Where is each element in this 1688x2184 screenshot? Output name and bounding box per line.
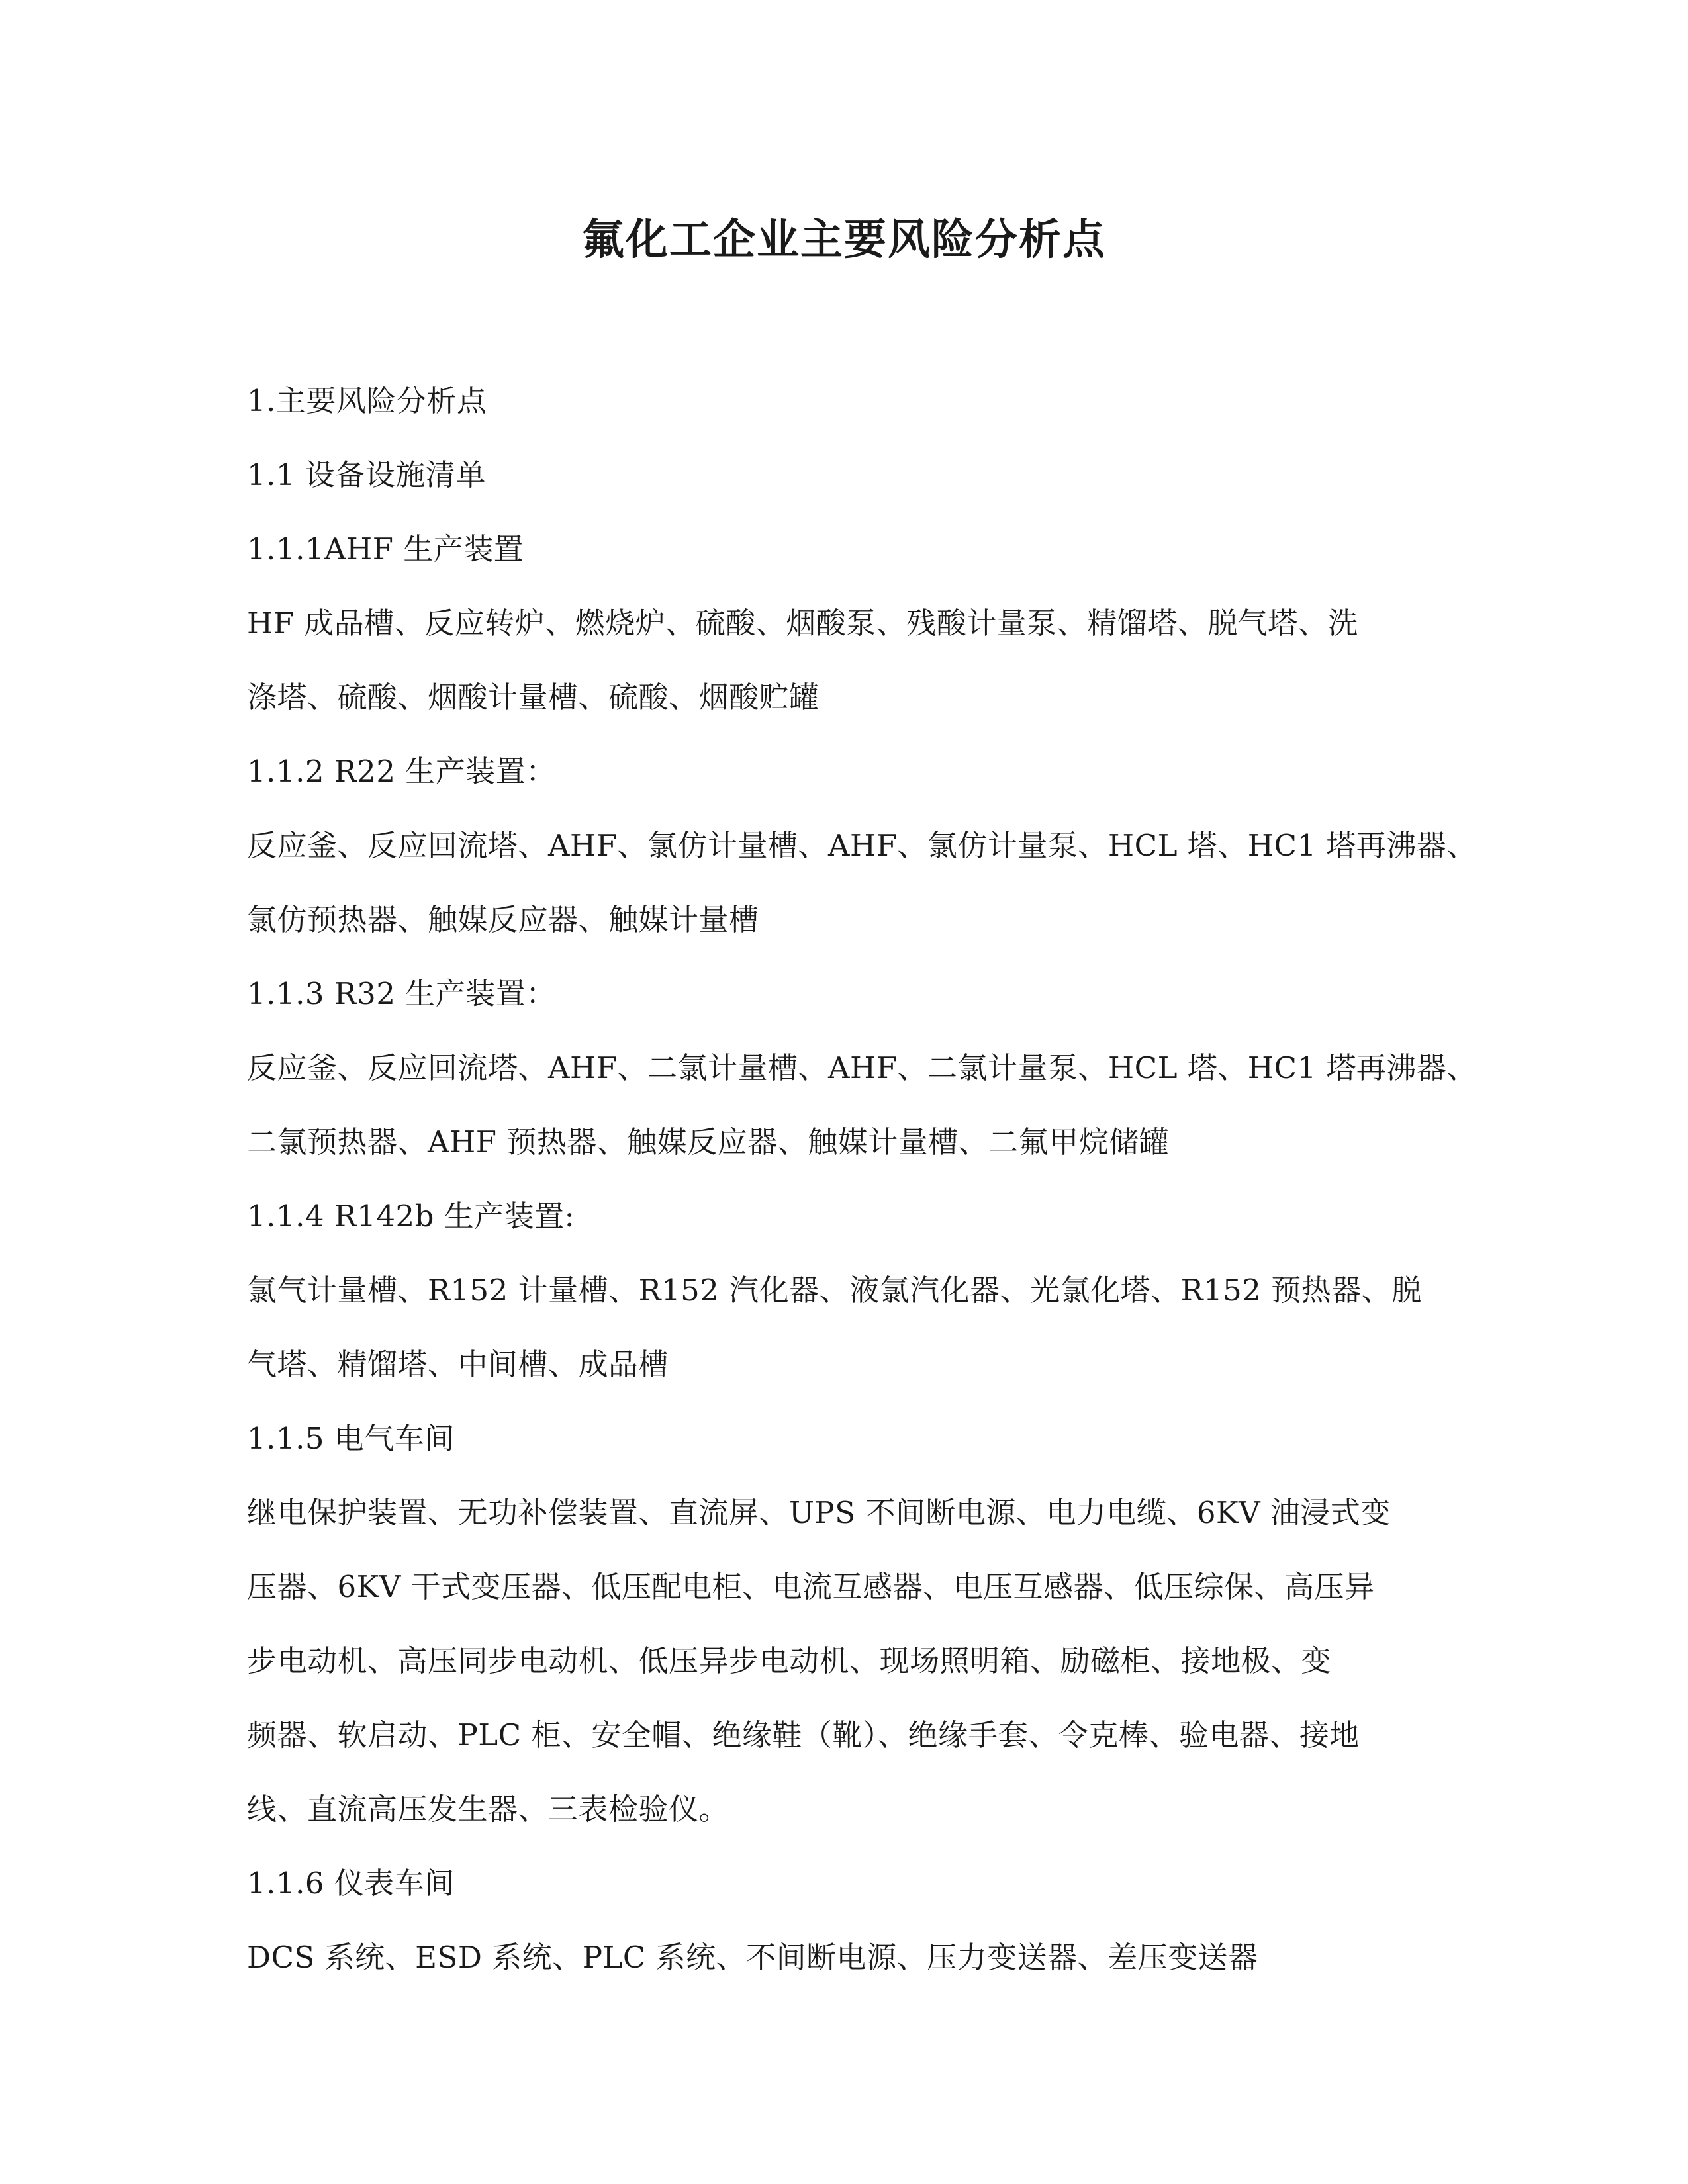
heading-instrument-workshop: 1.1.6 仪表车间 bbox=[247, 1866, 455, 1901]
paragraph-line: 反应釜、反应回流塔、AHF、氯仿计量槽、AHF、氯仿计量泵、HCL 塔、HC1 塔再沸器、 bbox=[247, 828, 1477, 863]
heading-electrical-workshop: 1.1.5 电气车间 bbox=[247, 1421, 455, 1456]
paragraph-line: 压器、6KV 干式变压器、低压配电柜、电流互感器、电压互感器、低压综保、高压异 bbox=[247, 1569, 1375, 1604]
paragraph-line: 涤塔、硫酸、烟酸计量槽、硫酸、烟酸贮罐 bbox=[247, 680, 820, 715]
paragraph-line: 频器、软启动、PLC 柜、安全帽、绝缘鞋（靴）、绝缘手套、令克棒、验电器、接地 bbox=[247, 1717, 1360, 1752]
paragraph-line: 步电动机、高压同步电动机、低压异步电动机、现场照明箱、励磁柜、接地极、变 bbox=[247, 1643, 1332, 1678]
heading-r142b-unit: 1.1.4 R142b 生产装置: bbox=[247, 1199, 575, 1234]
heading-r32-unit: 1.1.3 R32 生产装置： bbox=[247, 976, 556, 1011]
paragraph-line: HF 成品槽、反应转炉、燃烧炉、硫酸、烟酸泵、残酸计量泵、精馏塔、脱气塔、洗 bbox=[247, 606, 1358, 641]
heading-ahf-unit: 1.1.1AHF 生产装置 bbox=[247, 531, 524, 567]
paragraph-line: 反应釜、反应回流塔、AHF、二氯计量槽、AHF、二氯计量泵、HCL 塔、HC1 塔再沸器、 bbox=[247, 1050, 1477, 1085]
heading-main-risk: 1.主要风险分析点 bbox=[247, 383, 487, 418]
heading-r22-unit: 1.1.2 R22 生产装置： bbox=[247, 754, 556, 789]
paragraph-line: 氯仿预热器、触媒反应器、触媒计量槽 bbox=[247, 902, 759, 937]
paragraph-line: 二氯预热器、AHF 预热器、触媒反应器、触媒计量槽、二氟甲烷储罐 bbox=[247, 1124, 1170, 1160]
document-title: 氟化工企业主要风险分析点 bbox=[582, 215, 1106, 265]
heading-equipment-list: 1.1 设备设施清单 bbox=[247, 457, 486, 492]
paragraph-line: 气塔、精馏塔、中间槽、成品槽 bbox=[247, 1347, 669, 1382]
paragraph-line: 线、直流高压发生器、三表检验仪。 bbox=[247, 1792, 729, 1827]
paragraph-line: 氯气计量槽、R152 计量槽、R152 汽化器、液氯汽化器、光氯化塔、R152 预热器、脱 bbox=[247, 1273, 1422, 1308]
paragraph-line: DCS 系统、ESD 系统、PLC 系统、不间断电源、压力变送器、差压变送器 bbox=[247, 1940, 1258, 1975]
document-body bbox=[247, 364, 1477, 1995]
paragraph-line: 继电保护装置、无功补偿装置、直流屏、UPS 不间断电源、电力电缆、6KV 油浸式变 bbox=[247, 1495, 1391, 1530]
